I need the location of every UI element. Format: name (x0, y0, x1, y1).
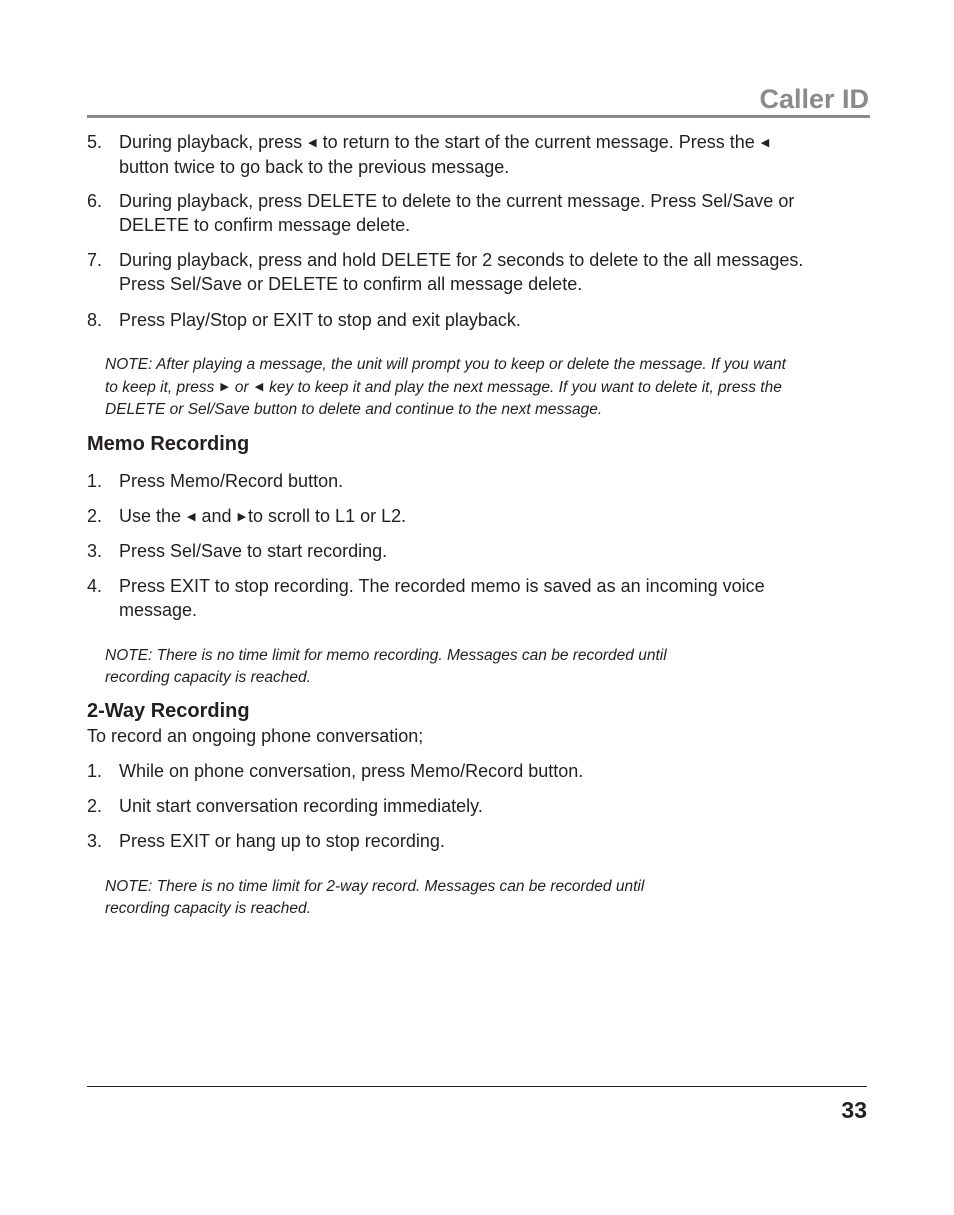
list-item (87, 829, 847, 853)
list-item (87, 130, 847, 179)
page-section-title: Caller ID (759, 84, 869, 114)
note-text: NOTE: After playing a message, the unit will prompt you to keep or delete the message. If you want (105, 356, 786, 373)
step-text: Press EXIT to stop recording. The recorded memo is saved as an incoming voice (119, 576, 765, 596)
note-text: key to keep it and play the next message. If you want to delete it, press the (269, 379, 782, 396)
list-item (87, 308, 847, 332)
list-item (87, 759, 847, 783)
step-text: During playback, press and hold DELETE for 2 seconds to delete to the all messages. (119, 250, 804, 270)
list-item (87, 539, 847, 563)
section-heading-memo: Memo Recording (87, 433, 250, 455)
memo-note (105, 645, 667, 689)
note-text: recording capacity is reached. (105, 900, 311, 917)
step-text: Press Sel/Save to start recording. (119, 541, 388, 561)
list-item (87, 189, 847, 237)
step-text: and (201, 506, 232, 526)
header-rule (87, 115, 870, 118)
step-number: 2. (87, 506, 103, 526)
step-text: Use the (119, 506, 182, 526)
step-number: 2. (87, 796, 103, 816)
step-text: During playback, press DELETE to delete to the current message. Press Sel/Save or (119, 191, 795, 211)
list-item (87, 574, 847, 622)
left-triangle-icon: ◀ (254, 381, 264, 393)
left-triangle-icon: ◀ (308, 137, 317, 149)
list-item (87, 248, 847, 296)
page-number: 33 (841, 1097, 867, 1123)
step-text: During playback, press (119, 132, 303, 152)
note-text: to keep it, press (105, 379, 215, 396)
step-number: 3. (87, 831, 103, 851)
footer-rule (87, 1086, 867, 1087)
step-number: 5. (87, 132, 103, 152)
section-intro: To record an ongoing phone conversation; (87, 726, 424, 746)
step-text: to scroll to L1 or L2. (248, 506, 407, 526)
note-text: recording capacity is reached. (105, 669, 311, 686)
step-number: 8. (87, 310, 103, 330)
step-text: Press Memo/Record button. (119, 471, 344, 491)
left-triangle-icon: ◀ (760, 137, 770, 149)
step-text: Press Play/Stop or EXIT to stop and exit playback. (119, 310, 521, 330)
step-number: 1. (87, 471, 103, 491)
two-way-note (105, 876, 644, 920)
section-heading-two-way: 2-Way Recording (87, 700, 250, 722)
right-triangle-icon: ▶ (220, 381, 229, 393)
left-triangle-icon: ◀ (187, 511, 196, 523)
step-number: 6. (87, 191, 103, 211)
right-triangle-icon: ▶ (237, 511, 247, 523)
step-text: message. (119, 600, 198, 620)
step-text: button twice to go back to the previous message. (119, 157, 510, 177)
note-text: DELETE or Sel/Save button to delete and continue to the next message. (105, 401, 603, 418)
note-text: NOTE: There is no time limit for 2-way record. Messages can be recorded until (105, 878, 645, 895)
list-item (87, 504, 847, 529)
list-item (87, 794, 847, 818)
step-number: 4. (87, 576, 103, 596)
step-number: 7. (87, 250, 103, 270)
step-text: DELETE to confirm message delete. (119, 215, 411, 235)
step-text: Press EXIT or hang up to stop recording. (119, 831, 445, 851)
step-number: 3. (87, 541, 103, 561)
step-text: Unit start conversation recording immediately. (119, 796, 483, 816)
list-item (87, 469, 847, 493)
note-text: NOTE: There is no time limit for memo recording. Messages can be recorded until (105, 647, 667, 664)
step-number: 1. (87, 761, 103, 781)
step-text: While on phone conversation, press Memo/Record button. (119, 761, 584, 781)
step-text: Press Sel/Save or DELETE to confirm all message delete. (119, 274, 583, 294)
note-text: or (234, 379, 249, 396)
step-text: to return to the start of the current message. Press the (322, 132, 755, 152)
playback-note (105, 354, 786, 421)
